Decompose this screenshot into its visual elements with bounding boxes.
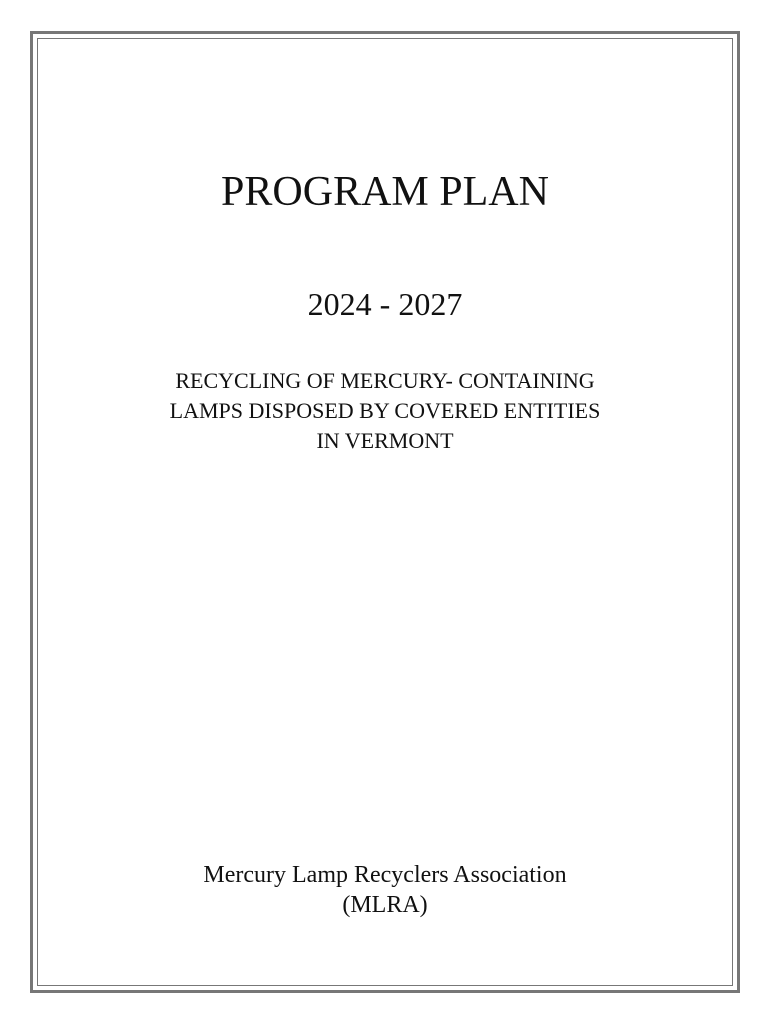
subtitle-line-3: IN VERMONT [316, 428, 454, 453]
program-subtitle [0, 366, 770, 456]
organization-name [0, 860, 770, 920]
organization-line-1: Mercury Lamp Recyclers Association [203, 862, 567, 888]
subtitle-line-2: LAMPS DISPOSED BY COVERED ENTITIES [169, 398, 601, 423]
organization-line-2: (MLRA) [342, 892, 428, 918]
subtitle-line-1: RECYCLING OF MERCURY- CONTAINING [175, 368, 595, 393]
document-title: PROGRAM PLAN [221, 169, 549, 215]
program-years: 2024 - 2027 [307, 286, 463, 322]
